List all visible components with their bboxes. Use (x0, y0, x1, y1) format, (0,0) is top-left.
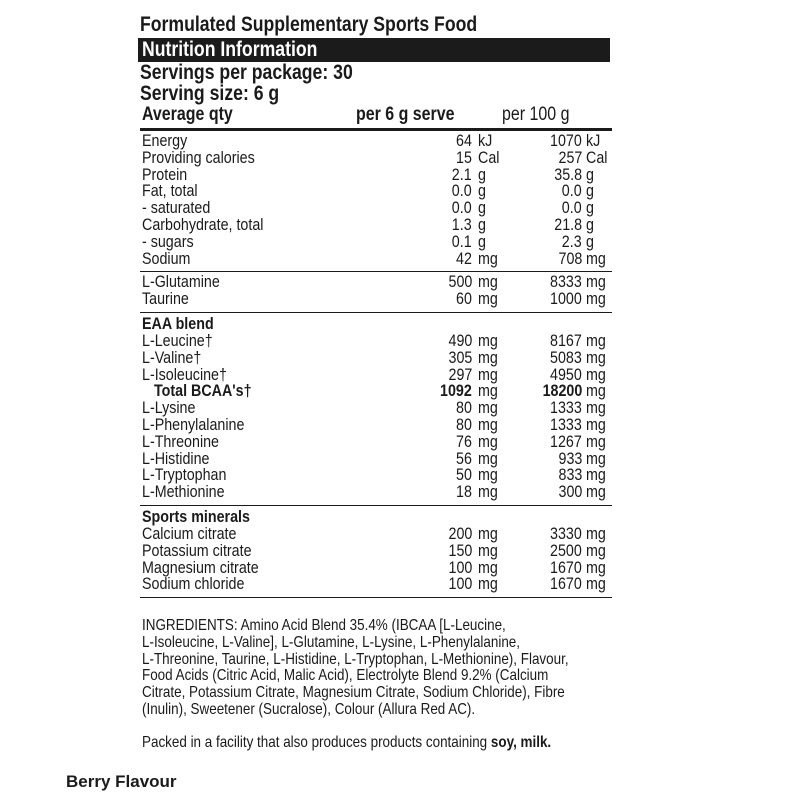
nutrient-value: 1333 (550, 414, 582, 434)
ingredients-line: Citrate, Potassium Citrate, Magnesium Citrate, Sodium Chloride), Fibre (142, 684, 565, 702)
nutrient-unit: kJ (586, 131, 601, 150)
nutrient-value: 50 (456, 465, 472, 485)
nutrient-value: 0.0 (452, 198, 472, 218)
col-per-serve: per 6 g serve (356, 104, 455, 125)
nutrient-unit: mg (586, 482, 606, 502)
nutrient-name: L-Leucine† (142, 330, 213, 350)
nutrient-value: 1000 (550, 289, 582, 309)
serving-size: Serving size: 6 g (140, 82, 280, 105)
nutrient-row (140, 330, 612, 350)
nutrient-unit: g (478, 214, 486, 234)
nutrient-value: 18 (456, 482, 472, 502)
nutrient-unit: g (586, 181, 594, 201)
nutrient-value: 35.8 (554, 164, 582, 184)
nutrient-value: 1267 (550, 431, 582, 451)
nutrient-name: L-Tryptophan (142, 465, 227, 485)
nutrition-header-bar (138, 38, 610, 62)
nutrient-value: 18200 (542, 381, 582, 401)
nutrient-unit: mg (478, 272, 498, 292)
nutrient-unit: mg (586, 272, 606, 292)
nutrient-unit: mg (478, 431, 498, 451)
nutrient-value: 0.1 (452, 231, 472, 251)
nutrient-section (140, 313, 612, 505)
col-per-100g: per 100 g (502, 104, 570, 125)
nutrient-value: 1670 (550, 574, 582, 594)
nutrient-row (140, 383, 612, 400)
nutrient-name: - saturated (142, 198, 211, 218)
col-average-qty: Average qty (142, 104, 233, 125)
nutrient-name: L-Lysine (142, 398, 196, 418)
nutrient-unit: mg (586, 330, 606, 350)
nutrient-row (140, 431, 612, 451)
nutrient-name: L-Histidine (142, 448, 210, 468)
nutrient-value: 0.0 (452, 181, 472, 201)
nutrient-value: 490 (448, 330, 472, 350)
nutrient-value: 833 (558, 465, 582, 485)
nutrient-row (140, 147, 612, 167)
nutrient-row (140, 231, 612, 251)
ingredients-line: Food Acids (Citric Acid, Malic Acid), Electrolyte Blend 9.2% (Calcium (142, 667, 549, 685)
nutrient-value: 305 (448, 347, 472, 367)
nutrient-name: Total BCAA's† (154, 381, 252, 401)
nutrient-value: 64 (456, 131, 472, 150)
nutrient-unit: mg (586, 557, 606, 577)
nutrient-row (140, 576, 612, 593)
nutrient-value: 60 (456, 289, 472, 309)
nutrient-value: 100 (448, 574, 472, 594)
nutrient-value: 933 (558, 448, 582, 468)
nutrient-unit: mg (586, 465, 606, 485)
ingredients-line: (Inulin), Sweetener (Sucralose), Colour (Allura Red AC). (142, 700, 476, 718)
section-title-text: EAA blend (142, 313, 214, 333)
nutrient-value: 1.3 (452, 214, 472, 234)
nutrient-name: Sodium (142, 248, 191, 268)
nutrient-unit: mg (478, 347, 498, 367)
nutrient-value: 4950 (550, 364, 582, 384)
nutrient-name: Magnesium citrate (142, 557, 259, 577)
nutrient-row (140, 214, 612, 234)
nutrient-value: 2.1 (452, 164, 472, 184)
nutrient-name: Fat, total (142, 181, 198, 201)
nutrient-unit: mg (586, 398, 606, 418)
nutrient-value: 297 (448, 364, 472, 384)
nutrient-unit: mg (586, 289, 606, 309)
nutrient-unit: mg (478, 398, 498, 418)
flavour-label: Berry Flavour (66, 772, 177, 791)
nutrient-unit: g (478, 164, 486, 184)
nutrient-unit: g (586, 164, 594, 184)
nutrient-row (140, 183, 612, 200)
nutrient-name: Providing calories (142, 147, 255, 167)
nutrient-name: L-Threonine (142, 431, 220, 451)
nutrient-value: 257 (558, 147, 582, 167)
nutrient-unit: g (478, 231, 486, 251)
nutrient-name: Carbohydrate, total (142, 214, 264, 234)
nutrient-unit: mg (478, 364, 498, 384)
nutrient-unit: mg (478, 330, 498, 350)
nutrient-unit: mg (586, 431, 606, 451)
nutrient-unit: mg (478, 465, 498, 485)
nutrition-header: Nutrition Information (142, 38, 318, 61)
nutrient-unit: g (586, 198, 594, 218)
nutrient-value: 15 (456, 147, 472, 167)
nutrient-name: L-Valine† (142, 347, 202, 367)
nutrient-unit: mg (586, 523, 606, 543)
nutrient-unit: mg (586, 414, 606, 434)
nutrient-name: L-Methionine (142, 482, 225, 502)
nutrient-unit: mg (586, 347, 606, 367)
nutrient-unit: mg (586, 574, 606, 594)
allergen-prefix: Packed in a facility that also produces products containing (142, 734, 491, 751)
nutrient-value: 500 (448, 272, 472, 292)
nutrient-value: 708 (558, 248, 582, 268)
nutrient-value: 21.8 (554, 214, 582, 234)
nutrient-row (140, 164, 612, 184)
nutrient-unit: mg (478, 448, 498, 468)
nutrition-panel (140, 12, 612, 598)
nutrient-value: 80 (456, 414, 472, 434)
nutrient-name: - sugars (142, 231, 194, 251)
nutrient-unit: mg (478, 414, 498, 434)
nutrient-unit: mg (478, 540, 498, 560)
nutrient-unit: mg (478, 381, 498, 401)
nutrient-name: Sodium chloride (142, 574, 245, 594)
nutrient-value: 56 (456, 448, 472, 468)
nutrient-value: 0.0 (562, 181, 582, 201)
nutrient-name: L-Phenylalanine (142, 414, 245, 434)
nutrient-row (140, 484, 612, 501)
ingredients-line: L-Threonine, Taurine, L-Histidine, L-Tryptophan, L-Methionine), Flavour, (142, 650, 569, 668)
nutrient-unit: g (478, 181, 486, 201)
nutrient-name: L-Isoleucine† (142, 364, 227, 384)
nutrient-value: 5083 (550, 347, 582, 367)
nutrient-unit: mg (478, 523, 498, 543)
nutrient-value: 1070 (550, 131, 582, 150)
nutrient-unit: g (586, 214, 594, 234)
nutrient-unit: mg (478, 574, 498, 594)
nutrient-value: 300 (558, 482, 582, 502)
nutrient-value: 80 (456, 398, 472, 418)
nutrient-value: 8333 (550, 272, 582, 292)
nutrient-value: 0.0 (562, 198, 582, 218)
nutrient-value: 42 (456, 248, 472, 268)
nutrient-value: 2500 (550, 540, 582, 560)
nutrient-value: 150 (448, 540, 472, 560)
ingredients-line: INGREDIENTS: Amino Acid Blend 35.4% (IBCAA [L-Leucine, (142, 617, 506, 634)
nutrient-name: Calcium citrate (142, 523, 237, 543)
nutrient-name: L-Glutamine (142, 272, 220, 292)
nutrient-section (140, 131, 612, 271)
nutrient-row (140, 274, 612, 291)
nutrient-value: 76 (456, 431, 472, 451)
nutrient-unit: g (478, 198, 486, 218)
allergen-statement (142, 735, 632, 752)
nutrient-value: 3330 (550, 523, 582, 543)
nutrient-value: 1670 (550, 557, 582, 577)
nutrient-unit: Cal (586, 147, 608, 167)
nutrient-unit: mg (586, 540, 606, 560)
nutrient-unit: Cal (478, 147, 500, 167)
ingredients-text (142, 618, 632, 719)
nutrient-unit: mg (586, 381, 606, 401)
nutrient-unit: mg (478, 289, 498, 309)
allergen-highlight: soy, milk. (490, 734, 552, 751)
nutrient-row (140, 248, 612, 268)
nutrient-unit: mg (586, 364, 606, 384)
nutrient-name: Taurine (142, 289, 189, 309)
section-divider (140, 597, 612, 598)
nutrient-sections (140, 131, 612, 598)
nutrient-row (140, 291, 612, 308)
nutrient-value: 2.3 (562, 231, 582, 251)
section-title-text: Sports minerals (142, 506, 250, 526)
nutrient-section (140, 272, 612, 312)
column-headers (140, 104, 612, 126)
product-title: Formulated Supplementary Sports Food (140, 13, 478, 36)
nutrient-value: 8167 (550, 330, 582, 350)
nutrient-unit: mg (478, 482, 498, 502)
nutrient-value: 1333 (550, 398, 582, 418)
nutrient-unit: mg (586, 248, 606, 268)
servings-per-package: Servings per package: 30 (140, 61, 353, 84)
ingredients-line: L-Isoleucine, L-Valine], L-Glutamine, L-Lysine, L-Phenylalanine, (142, 633, 521, 651)
nutrient-value: 200 (448, 523, 472, 543)
nutrient-section (140, 506, 612, 597)
nutrient-name: Potassium citrate (142, 540, 252, 560)
nutrient-value: 1092 (440, 381, 472, 401)
nutrient-name: Protein (142, 164, 188, 184)
nutrient-name: Energy (142, 131, 188, 150)
nutrient-unit: mg (478, 248, 498, 268)
nutrient-value: 100 (448, 557, 472, 577)
nutrient-unit: kJ (478, 131, 493, 150)
nutrient-unit: mg (586, 448, 606, 468)
nutrient-unit: mg (478, 557, 498, 577)
nutrient-unit: g (586, 231, 594, 251)
